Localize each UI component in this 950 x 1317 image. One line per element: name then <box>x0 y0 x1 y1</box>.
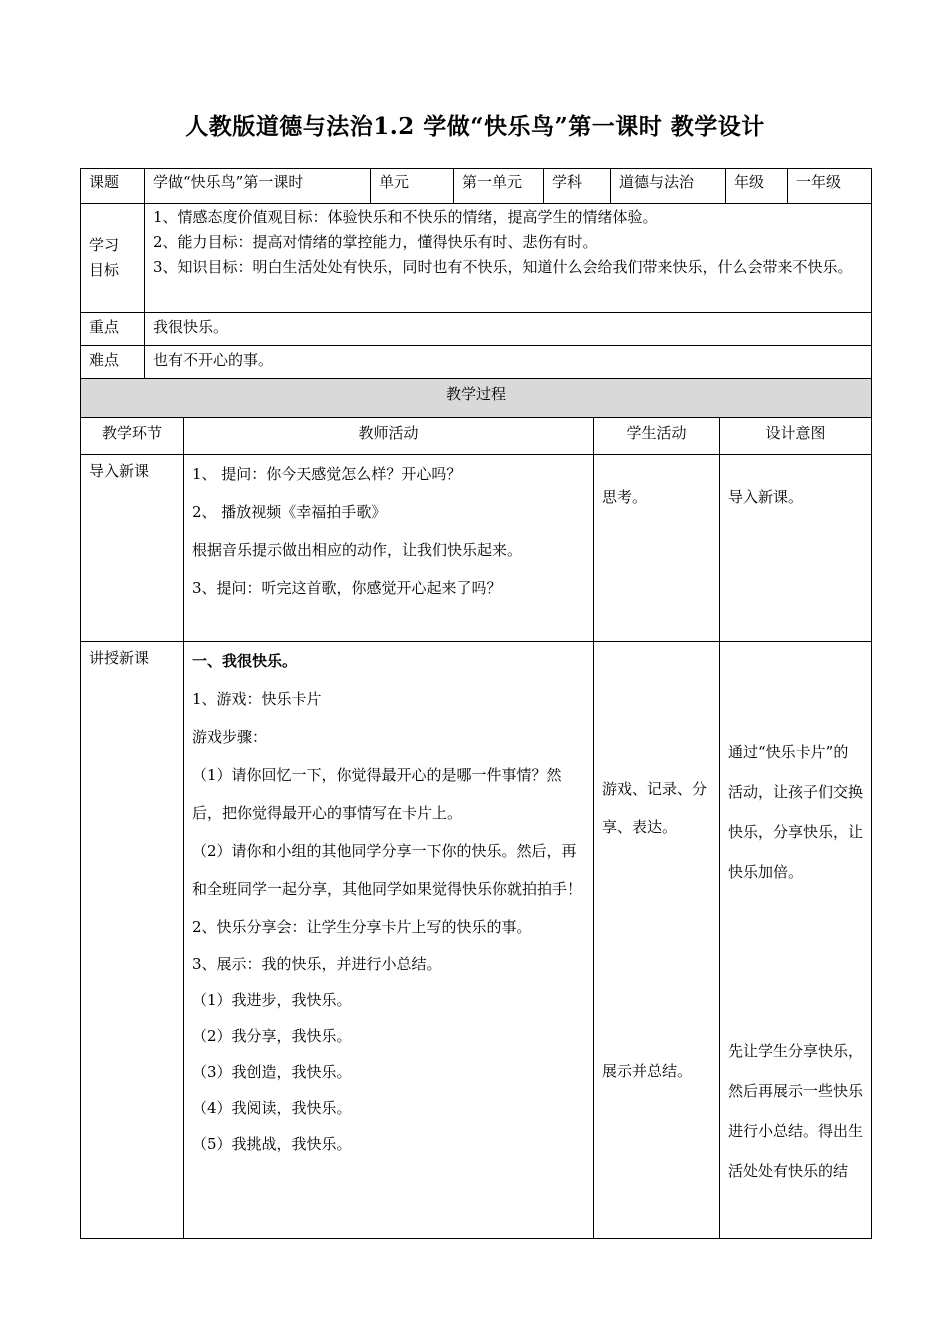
lecture-student <box>594 642 720 1239</box>
lecture-student-1: 游戏、记录、分享、表达。 <box>602 780 708 836</box>
unit-label: 单元 <box>371 169 454 204</box>
difficulty-value: 也有不开心的事。 <box>145 346 872 379</box>
subject-label: 学科 <box>544 169 611 204</box>
intro-teacher-line: 根据音乐提示做出相应的动作，让我们快乐起来。 <box>192 541 523 559</box>
topic-value: 学做“快乐鸟”第一课时 <box>145 169 371 204</box>
goal-item: 2、能力目标：提高对情绪的掌控能力，懂得快乐有时、悲伤有时。 <box>153 233 598 251</box>
intro-teacher-line: 2、 播放视频《幸福拍手歌》 <box>192 503 387 521</box>
intro-stage: 导入新课 <box>81 455 184 642</box>
goals-label-line1: 学习 <box>89 236 120 254</box>
lecture-teacher-line: （1）我进步，我快乐。 <box>192 991 352 1009</box>
subject-value: 道德与法治 <box>611 169 726 204</box>
lecture-teacher-line: （2）请你和小组的其他同学分享一下你的快乐。然后，再和全班同学一起分享，其他同学如果觉得快乐你就拍拍手！ <box>192 842 583 898</box>
lecture-student-2: 展示并总结。 <box>602 1062 693 1080</box>
col-teacher: 教师活动 <box>184 418 594 455</box>
lecture-teacher <box>184 642 594 1239</box>
intro-teacher-line: 3、提问：听完这首歌，你感觉开心起来了吗？ <box>192 579 502 597</box>
goals-label <box>81 204 145 313</box>
col-intent: 设计意图 <box>720 418 872 455</box>
lecture-intent <box>720 642 872 1239</box>
lecture-stage: 讲授新课 <box>81 642 184 1239</box>
grade-label: 年级 <box>726 169 788 204</box>
topic-label: 课题 <box>81 169 145 204</box>
intro-teacher-line: 1、 提问：你今天感觉怎么样？开心吗？ <box>192 465 462 483</box>
process-header: 教学过程 <box>81 379 872 418</box>
lecture-teacher-line: （1）请你回忆一下，你觉得最开心的是哪一件事情？然后，把你觉得最开心的事情写在卡片上。 <box>192 766 562 822</box>
course-info-table <box>80 168 872 379</box>
goals-label-line2: 目标 <box>89 261 120 279</box>
lecture-teacher-line: 1、游戏：快乐卡片 <box>192 690 322 708</box>
lecture-teacher-line: 2、快乐分享会：让学生分享卡片上写的快乐的事。 <box>192 918 532 936</box>
lecture-intent-1: 通过“快乐卡片”的活动，让孩子们交换快乐，分享快乐，让快乐加倍。 <box>728 743 864 881</box>
unit-value: 第一单元 <box>454 169 544 204</box>
intro-teacher <box>184 455 594 642</box>
goal-item: 1、情感态度价值观目标：体验快乐和不快乐的情绪，提高学生的情绪体验。 <box>153 208 658 226</box>
teaching-process-table <box>80 378 872 1239</box>
key-point-value: 我很快乐。 <box>145 313 872 346</box>
lecture-heading: 一、我很快乐。 <box>192 652 298 670</box>
difficulty-label: 难点 <box>81 346 145 379</box>
lecture-teacher-line: 3、展示：我的快乐，并进行小总结。 <box>192 955 442 973</box>
goals-content <box>145 204 872 313</box>
lecture-teacher-line: （2）我分享，我快乐。 <box>192 1027 352 1045</box>
col-student: 学生活动 <box>594 418 720 455</box>
lecture-teacher-line: 游戏步骤： <box>192 728 268 746</box>
intro-student: 思考。 <box>594 455 720 642</box>
document-title: 人教版道德与法治1.2 学做“快乐鸟”第一课时 教学设计 <box>185 113 765 140</box>
lecture-intent-2: 先让学生分享快乐，然后再展示一些快乐进行小总结。得出生活处处有快乐的结 <box>728 1042 864 1180</box>
key-point-label: 重点 <box>81 313 145 346</box>
intro-intent: 导入新课。 <box>720 455 872 642</box>
lecture-teacher-line: （3）我创造，我快乐。 <box>192 1063 352 1081</box>
col-stage: 教学环节 <box>81 418 184 455</box>
lecture-teacher-line: （4）我阅读，我快乐。 <box>192 1099 352 1117</box>
grade-value: 一年级 <box>788 169 872 204</box>
lecture-teacher-line: （5）我挑战，我快乐。 <box>192 1135 352 1153</box>
goal-item: 3、知识目标：明白生活处处有快乐，同时也有不快乐，知道什么会给我们带来快乐，什么会带来不快乐。 <box>153 258 853 276</box>
